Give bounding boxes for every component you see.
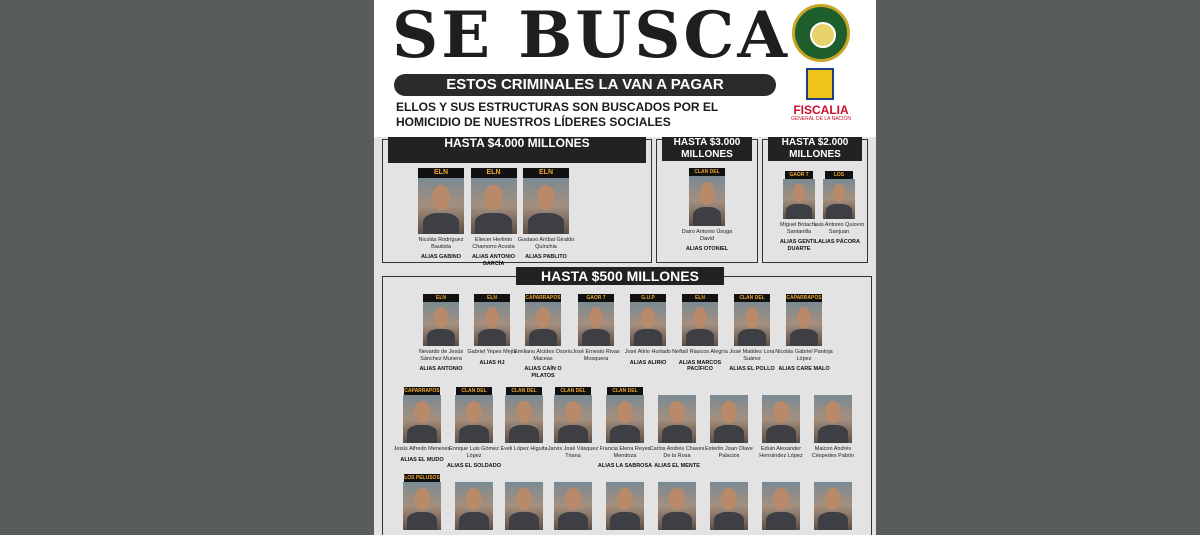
wanted-person-card	[619, 294, 677, 366]
wanted-person-card	[517, 168, 575, 261]
wanted-person-card	[700, 387, 758, 463]
suspect-photo	[403, 482, 441, 530]
person-name: Eliecer Herlinto Chamorro Acosta	[472, 237, 515, 250]
group-tag: CLAN DEL	[689, 168, 725, 176]
group-tag: CAPARRAPOS	[404, 388, 440, 394]
person-name: Nicolás Gabriel Pantoja López	[775, 349, 833, 362]
person-name: Maicon Andrés Céspedes Pabón	[811, 446, 855, 459]
person-alias: ALIAS PABLITO	[525, 254, 567, 260]
suspect-photo	[505, 482, 543, 530]
wanted-person-card	[648, 474, 706, 530]
suspect-photo	[418, 178, 464, 234]
wanted-person-card	[412, 168, 470, 261]
person-name: Eduin Alexander Hernández López	[759, 446, 803, 459]
group-tag: CLAN DEL	[456, 387, 492, 395]
person-name: Nicolás Rodríguez Bautista	[418, 237, 464, 250]
wanted-person-card	[804, 387, 862, 463]
wanted-person-card	[678, 168, 736, 253]
person-alias: ALIAS ANTONIO	[419, 366, 463, 372]
header-2000: HASTA $2.000 MILLONES	[768, 137, 862, 161]
person-alias: ALIAS EL SOLDADO	[447, 463, 501, 469]
fiscalia-logo-icon	[806, 68, 834, 100]
person-name: José Matides Lora Suárez	[729, 349, 775, 362]
group-tag: CLAN DEL	[506, 387, 542, 395]
person-name: Gustavo Aníbal Giraldo Quinchia	[517, 237, 575, 250]
person-name: Nevardo de Jesús Sánchez Munera	[418, 349, 464, 362]
person-name: Carlos Andrés Chaves De la Rosa	[649, 446, 705, 459]
suspect-photo	[814, 482, 852, 530]
suspect-photo	[525, 302, 561, 346]
poster-banner: ESTOS CRIMINALES LA VAN A PAGAR	[394, 74, 776, 96]
wanted-person-card	[596, 474, 654, 530]
wanted-person-card	[810, 171, 868, 246]
suspect-photo	[455, 482, 493, 530]
person-alias: ALIAS ANTONIO GARCÍA	[471, 254, 516, 267]
group-tag: G.U.P	[630, 294, 666, 302]
suspect-photo	[689, 176, 725, 226]
person-alias: ALIAS CAÍN O PILATOS	[524, 366, 562, 379]
group-tag: ELN	[474, 294, 510, 302]
person-name: Gabriel Yepes Mejía	[467, 349, 517, 355]
suspect-photo	[734, 302, 770, 346]
poster-subtitle: ELLOS Y SUS ESTRUCTURAS SON BUSCADOS POR EL HOMICIDIO DE NUESTROS LÍDERES SOCIALES	[396, 100, 719, 129]
person-name: José Ernesto Rivas Mosquera	[572, 349, 620, 362]
suspect-photo	[474, 302, 510, 346]
group-tag: LOS	[825, 171, 853, 179]
group-tag: GAOR 7	[578, 294, 614, 302]
wanted-person-card	[544, 474, 602, 530]
poster-title: SE BUSCA	[392, 0, 790, 73]
person-name: Francia Elena Reyes Mendoza	[599, 446, 651, 459]
suspect-photo	[823, 179, 855, 219]
person-alias: ALIAS GABINO	[420, 254, 462, 260]
wanted-person-card	[465, 168, 523, 267]
wanted-person-card	[648, 387, 706, 470]
wanted-person-card	[393, 474, 451, 530]
person-name: Luis Antonio Quicero Sanjuan	[813, 222, 865, 235]
header-4000: HASTA $4.000 MILLONES	[388, 137, 646, 163]
wanted-person-card	[463, 294, 521, 366]
wanted-person-card	[671, 294, 729, 373]
suspect-photo	[762, 482, 800, 530]
suspect-photo	[554, 395, 592, 443]
wanted-person-card	[775, 294, 833, 373]
suspect-photo	[455, 395, 493, 443]
person-name: Neftalí Riascos Alegría	[672, 349, 728, 355]
suspect-photo	[554, 482, 592, 530]
suspect-photo	[710, 395, 748, 443]
group-tag: ELN	[471, 168, 517, 178]
person-name: Emiliano Alcides Osorio Maceas	[514, 349, 572, 362]
group-tag: LOS PELUSOS	[404, 475, 440, 481]
suspect-photo	[630, 302, 666, 346]
person-alias: ALIAS PÁCORA	[818, 239, 860, 245]
person-alias: ALIAS EL MENTE	[654, 463, 700, 469]
person-alias: ALIAS GENTIL DUARTE	[779, 239, 819, 252]
person-alias: ALIAS LA SABROSA	[597, 463, 653, 469]
wanted-person-card	[752, 387, 810, 463]
group-tag: CAPARRAPOS	[786, 295, 822, 301]
person-name: Esterlin Joan Olave Palacios	[705, 446, 753, 459]
suspect-photo	[606, 482, 644, 530]
suspect-photo	[710, 482, 748, 530]
wanted-person-card	[804, 474, 862, 530]
group-tag: GAOR 7	[785, 171, 813, 179]
suspect-photo	[505, 395, 543, 443]
group-tag: ELN	[682, 294, 718, 302]
group-tag: CLAN DEL	[734, 294, 770, 302]
suspect-photo	[786, 302, 822, 346]
group-tag: ELN	[523, 168, 569, 178]
group-tag: CLAN DEL	[555, 387, 591, 395]
suspect-photo	[658, 482, 696, 530]
person-name: Jesús Alfredo Meneses	[393, 446, 451, 452]
person-alias: ALIAS CARE MALO	[778, 366, 830, 372]
wanted-person-card	[567, 294, 625, 366]
wanted-person-card	[544, 387, 602, 463]
suspect-photo	[658, 395, 696, 443]
person-alias: ALIAS OTONIEL	[685, 246, 729, 252]
header-3000: HASTA $3.000 MILLONES	[662, 137, 752, 161]
wanted-person-card	[514, 294, 572, 379]
person-name: José Alirio Hurtado	[624, 349, 672, 355]
wanted-person-card	[596, 387, 654, 470]
police-seal-icon	[792, 4, 850, 62]
wanted-poster	[374, 0, 876, 535]
fiscalia-label: FISCALIA	[793, 103, 849, 117]
group-tag: ELN	[423, 294, 459, 302]
wanted-person-card	[752, 474, 810, 530]
group-tag: ELN	[418, 168, 464, 178]
wanted-person-card	[412, 294, 470, 373]
wanted-person-card	[723, 294, 781, 373]
suspect-photo	[682, 302, 718, 346]
suspect-photo	[423, 302, 459, 346]
person-name: Eveli López Higuita	[500, 446, 548, 452]
wanted-person-card	[393, 387, 451, 463]
suspect-photo	[606, 395, 644, 443]
person-alias: ALIAS EL MUDO	[400, 456, 444, 463]
person-name: Dairo Antonio Úsuga David	[681, 229, 733, 242]
person-alias: ALIAS MARCOS PACÍFICO	[678, 359, 722, 372]
person-name: Miguel Botache Santanilla	[780, 222, 818, 235]
header-500: HASTA $500 MILLONES	[516, 267, 724, 285]
group-tag: CAPARRAPOS	[525, 295, 561, 301]
suspect-photo	[814, 395, 852, 443]
group-tag: CLAN DEL	[607, 387, 643, 395]
suspect-photo	[578, 302, 614, 346]
person-alias: ALIAS ALIRIO	[629, 359, 667, 366]
suspect-photo	[403, 395, 441, 443]
suspect-photo	[762, 395, 800, 443]
suspect-photo	[523, 178, 569, 234]
person-alias: ALIAS EL POLLO	[729, 366, 775, 372]
wanted-person-card	[700, 474, 758, 530]
fiscalia-sublabel: GENERAL DE LA NACIÓN	[790, 116, 852, 122]
person-alias: ALIAS HJ	[479, 359, 505, 366]
person-name: Enrique Luis Gómez López	[449, 446, 499, 459]
suspect-photo	[471, 178, 517, 234]
person-name: Jarvis José Vásquez Triana	[547, 446, 599, 459]
